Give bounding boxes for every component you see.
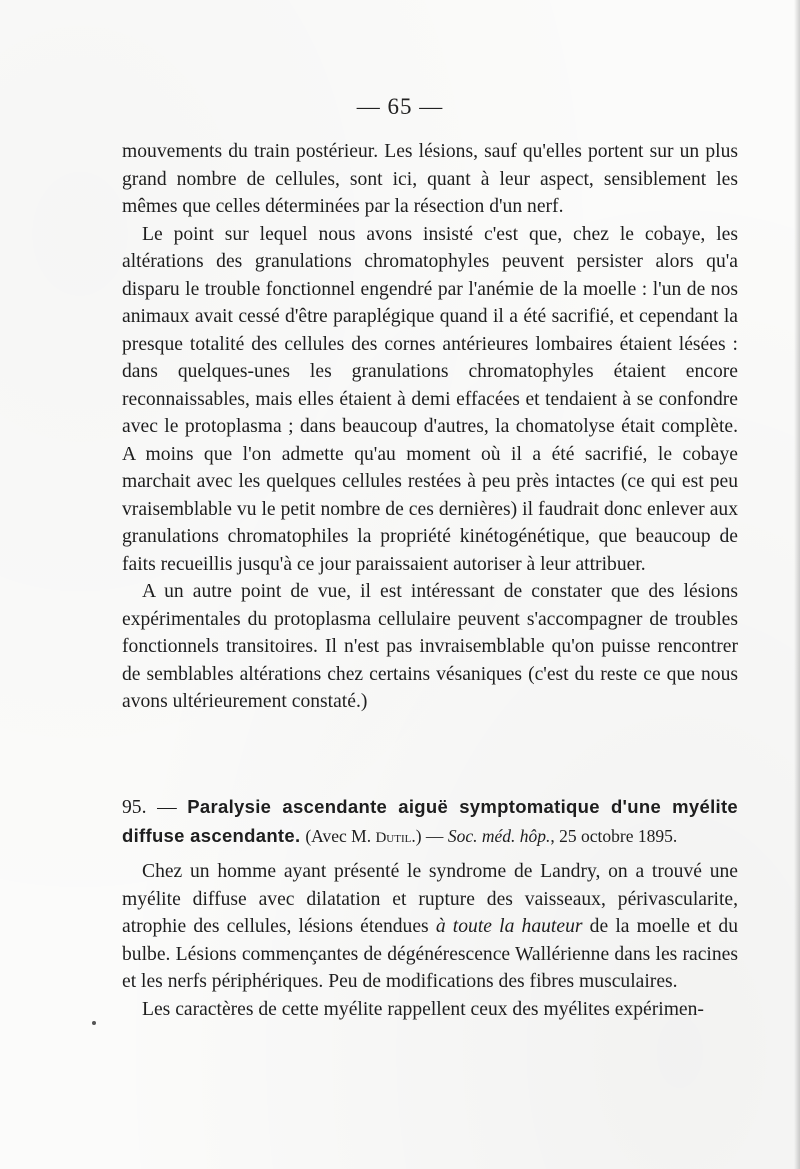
entry-with-suffix: .) — <box>411 825 444 846</box>
entry-number: 95. — <box>122 797 177 818</box>
entry-date: , 25 octobre 1895. <box>550 825 678 846</box>
paragraph-3: A un autre point de vue, il est intéressant de constater que des lésions expérimentales du protoplasma cellulaire peuvent s'accompagner de troubles fonctionnels transitoires. Il n'est pas invraisemblable qu'on puisse rencontrer de semblables altérations chez certains vésaniques (c'est du reste ce que nous avons ultérieurement constaté.) <box>122 581 738 712</box>
entry-coauthor: Dutil <box>375 829 412 846</box>
text-block-upper <box>122 138 738 716</box>
paragraph-4-part-1: Chez un homme ayant présenté le syndrome de Landry, on a trouvé une myélite diffuse avec dilatation et rupture des vaisseaux, périvascularite, atrophie des cellules, lésions étendues <box>122 861 738 937</box>
entry-heading <box>122 793 738 852</box>
entry-with-prefix: (Avec M. <box>305 825 372 846</box>
text-block-lower <box>122 858 738 1023</box>
page-edge-shadow <box>794 0 800 1169</box>
ink-speck <box>92 1021 96 1025</box>
entry-title: Paralysie ascendante aiguë symptomatique d'une myélite diffuse ascendante. <box>122 796 739 846</box>
entry-reference <box>305 826 677 846</box>
paragraph-5: Les caractères de cette myélite rappellent ceux des myélites expérimen- <box>142 998 704 1020</box>
paragraph-4 <box>122 858 738 996</box>
page-number: — 65 — <box>356 94 444 119</box>
paragraph-4-emphasis: à toute la hauteur <box>435 916 583 937</box>
paragraph-2: Le point sur lequel nous avons insisté c'est que, chez le cobaye, les altérations des granulations chromatophyles peuvent persister alors qu'a disparu le trouble fonctionnel engendré par l'anémie de la moelle : l'un de nos animaux avait cessé d'être paraplégique quand il a été sacrifié, et cependant la presque totalité des cellules des cornes antérieures lombaires étaient lésées : dans quelques-unes les granulations chromatophyles étaient encore reconnaissables, mais elles étaient à demi effacées et tendaient à se confondre avec le protoplasma ; dans beaucoup d'autres, la chomatolyse était complète. A moins que l'on admette qu'au moment où il a été sacrifié, le cobaye marchait avec les quelques cellules restées à peu près intactes (ce qui est peu vraisemblable vu le petit nombre de ces dernières) il faudrait donc enlever aux granulations chromatophiles la propriété kinétogénétique, que beaucoup de faits recueillis jusqu'à ce jour paraissaient autoriser à leur attribuer. <box>122 223 738 575</box>
paragraph-1: mouvements du train postérieur. Les lésions, sauf qu'elles portent sur un plus grand nombre de cellules, sont ici, quant à leur aspect, sensiblement les mêmes que celles déterminées par la résection d'un nerf. <box>122 141 738 217</box>
entry-journal: Soc. méd. hôp. <box>447 825 551 846</box>
paragraph-4-part-2: de la moelle et du bulbe. Lésions commençantes de dégénérescence Wallérienne dans les racines et les nerfs périphériques. Peu de modifications des fibres musculaires. <box>122 916 738 992</box>
